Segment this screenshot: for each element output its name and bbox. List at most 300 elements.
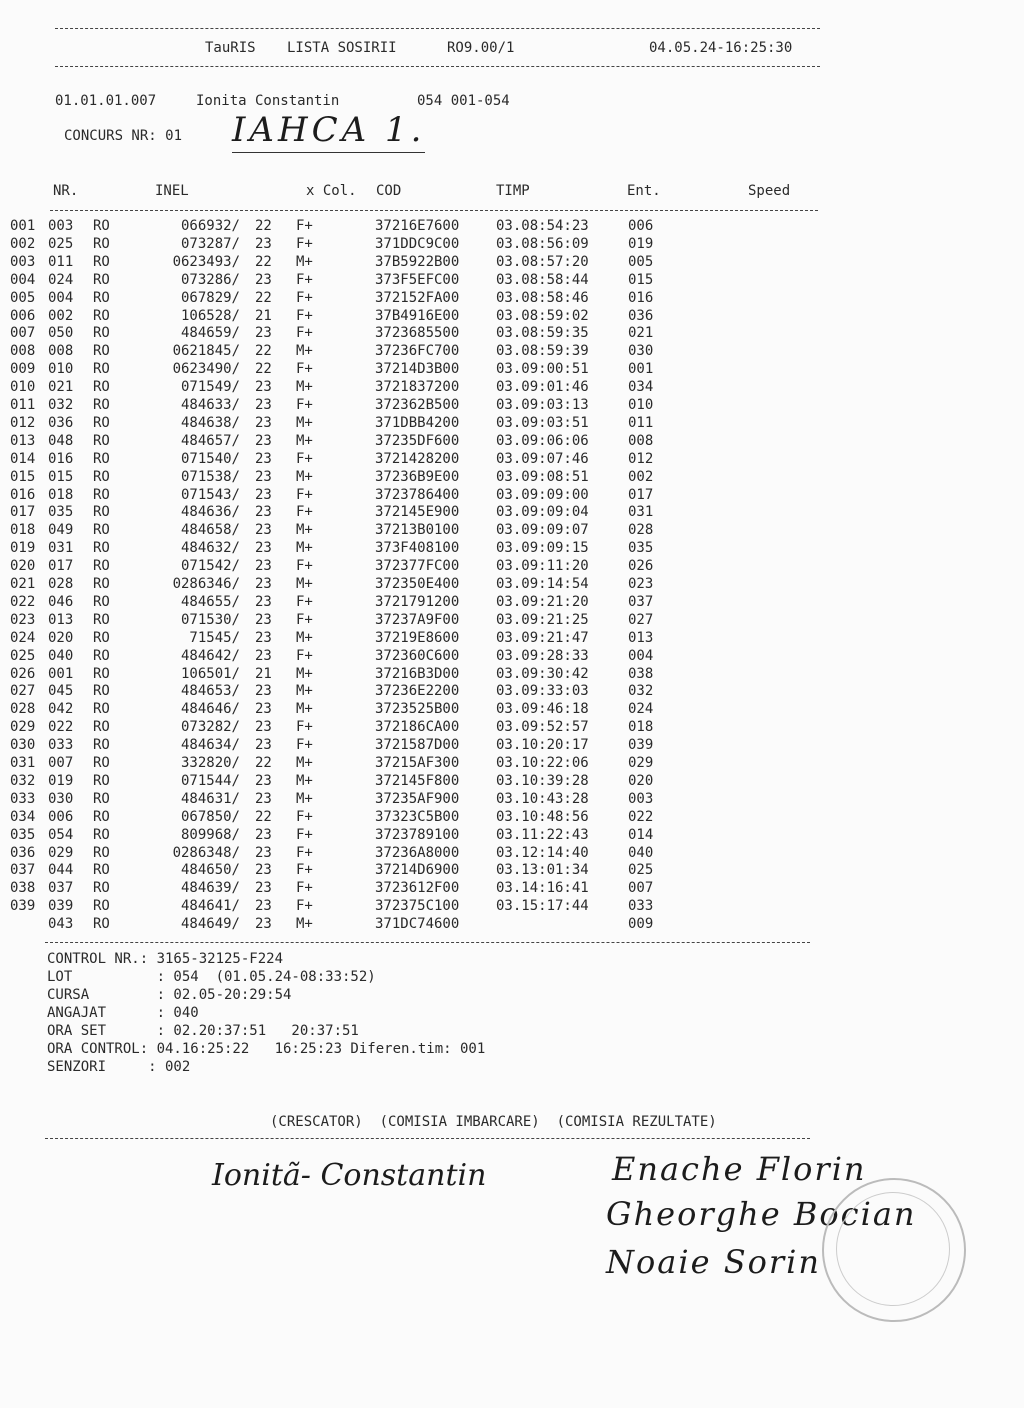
cell-cod: 372362B500 [375,397,460,413]
table-row [0,558,1024,576]
cell-yr: 22 [255,343,272,360]
cell-pos: 003 [10,253,36,270]
table-end-rule [45,942,810,943]
cell-sex: M+ [296,755,313,771]
cell-yr: 23 [255,271,272,288]
cell-sex: F+ [296,289,313,306]
cell-ring: 106501/ [180,665,240,682]
cell-ent: 002 [628,468,654,485]
cell-nr: 010 [48,361,74,378]
cell-cod: 37235AF900 [375,790,460,807]
cell-sex: F+ [296,504,313,521]
col-ent: Ent. [627,183,661,199]
cell-yr: 23 [255,737,272,754]
cell-sex: M+ [296,665,313,682]
cell-ring: 484634/ [180,737,240,754]
cell-ro: RO [93,504,110,521]
cell-time: 03.09:06:06 [496,432,589,449]
cell-cod: 372186CA00 [375,719,460,736]
cell-pos: 029 [10,719,36,736]
cell-ring: 484655/ [180,593,240,610]
cell-sex: M+ [296,683,313,700]
cell-time: 03.09:21:20 [496,593,589,610]
cell-pos: 039 [10,898,36,915]
cell-cod: 37219E8600 [375,629,460,646]
cell-pos: 016 [10,486,36,503]
cell-ring: 071542/ [180,558,240,575]
signature-rule [45,1138,810,1139]
cell-nr: 048 [48,432,74,449]
table-row [0,880,1024,898]
cell-yr: 22 [255,755,272,771]
cell-time: 03.08:54:23 [496,218,589,234]
cell-ring: 484646/ [180,701,240,718]
cell-nr: 043 [48,916,74,933]
cell-ro: RO [93,235,110,252]
cell-pos: 006 [10,307,36,324]
header-title: LISTA SOSIRII [287,40,397,56]
cell-ring: 484642/ [180,647,240,664]
cell-yr: 23 [255,790,272,807]
cell-ro: RO [93,916,110,933]
cell-nr: 008 [48,343,74,360]
cell-yr: 23 [255,647,272,664]
cell-sex: M+ [296,916,313,933]
cell-nr: 018 [48,486,74,503]
cell-yr: 23 [255,719,272,736]
cell-pos: 031 [10,755,36,771]
table-row [0,361,1024,379]
cell-ro: RO [93,414,110,431]
cell-ro: RO [93,862,110,879]
table-row [0,630,1024,648]
owner-code: 01.01.01.007 [55,93,157,109]
cell-ro: RO [93,468,110,485]
top-rule-1 [55,28,820,29]
cell-yr: 23 [255,504,272,521]
cell-sex: F+ [296,397,313,413]
cell-ent: 024 [628,701,654,718]
cell-pos: 022 [10,593,36,610]
cell-ring: 484659/ [180,325,240,342]
cell-ent: 040 [628,844,654,861]
cell-time: 03.09:28:33 [496,647,589,664]
cell-ring: 073287/ [180,235,240,252]
cell-nr: 002 [48,307,74,324]
cell-time: 03.09:21:25 [496,611,589,628]
cell-time: 03.09:09:04 [496,504,589,521]
cell-pos: 034 [10,808,36,825]
table-row [0,701,1024,719]
signature-comisia-2: Gheorghe Bocian [606,1195,917,1233]
cell-ro: RO [93,701,110,718]
cell-ring: 484631/ [180,790,240,807]
angajat: ANGAJAT : 040 [47,1005,199,1021]
col-timp: TIMP [496,183,530,199]
col-col: x Col. [306,183,357,199]
cell-nr: 001 [48,665,74,682]
cell-nr: 031 [48,540,74,557]
cell-nr: 054 [48,826,74,843]
cell-nr: 037 [48,880,74,897]
cell-sex: M+ [296,772,313,789]
cell-nr: 029 [48,844,74,861]
cell-pos: 015 [10,468,36,485]
cell-sex: F+ [296,898,313,915]
table-row [0,379,1024,397]
cell-cod: 372360C600 [375,647,460,664]
cell-yr: 21 [255,307,272,324]
cell-nr: 036 [48,414,74,431]
cell-ring: 071549/ [180,379,240,396]
table-row [0,218,1024,236]
cursa: CURSA : 02.05-20:29:54 [47,987,292,1003]
cell-yr: 23 [255,593,272,610]
cell-cod: 37216B3D00 [375,665,460,682]
cell-yr: 23 [255,629,272,646]
cell-ring: 484639/ [180,880,240,897]
cell-sex: F+ [296,647,313,664]
contest-label: CONCURS NR: 01 [64,128,183,144]
table-row [0,308,1024,326]
cell-nr: 017 [48,558,74,575]
cell-nr: 016 [48,450,74,467]
cell-pos: 030 [10,737,36,754]
table-row [0,719,1024,737]
cell-nr: 020 [48,629,74,646]
cell-yr: 22 [255,218,272,234]
cell-ro: RO [93,898,110,915]
cell-pos: 017 [10,504,36,521]
cell-cod: 3721791200 [375,593,460,610]
cell-yr: 22 [255,361,272,378]
cell-sex: M+ [296,468,313,485]
cell-cod: 372145F800 [375,772,460,789]
cell-cod: 37236B9E00 [375,468,460,485]
cell-ro: RO [93,218,110,234]
cell-yr: 23 [255,486,272,503]
cell-cod: 3723525B00 [375,701,460,718]
cell-yr: 23 [255,558,272,575]
cell-time: 03.10:39:28 [496,772,589,789]
table-row [0,504,1024,522]
cell-sex: F+ [296,826,313,843]
cell-pos: 014 [10,450,36,467]
cell-time: 03.09:09:07 [496,522,589,539]
col-speed: Speed [748,183,791,199]
cell-ent: 016 [628,289,654,306]
signature-crescator: Ionitã- Constantin [212,1158,487,1193]
cell-ro: RO [93,737,110,754]
cell-ro: RO [93,271,110,288]
table-row [0,576,1024,594]
cell-ro: RO [93,611,110,628]
cell-time: 03.09:07:46 [496,450,589,467]
cell-sex: F+ [296,235,313,252]
cell-ro: RO [93,450,110,467]
cell-ent: 033 [628,898,654,915]
table-row [0,272,1024,290]
cell-ro: RO [93,540,110,557]
cell-yr: 23 [255,379,272,396]
cell-ent: 025 [628,862,654,879]
cell-sex: F+ [296,880,313,897]
cell-ro: RO [93,486,110,503]
cell-time: 03.09:11:20 [496,558,589,575]
cell-ro: RO [93,629,110,646]
table-row [0,343,1024,361]
cell-sex: M+ [296,790,313,807]
cell-yr: 23 [255,916,272,933]
cell-cod: 37214D3B00 [375,361,460,378]
cell-nr: 019 [48,772,74,789]
cell-time: 03.09:09:00 [496,486,589,503]
cell-sex: F+ [296,862,313,879]
cell-time: 03.13:01:34 [496,862,589,879]
table-row [0,290,1024,308]
cell-ring: 484657/ [180,432,240,449]
cell-time: 03.09:21:47 [496,629,589,646]
cell-ent: 011 [628,414,654,431]
cell-time: 03.10:20:17 [496,737,589,754]
cell-cod: 37213B0100 [375,522,460,539]
cell-ro: RO [93,772,110,789]
cell-time: 03.09:33:03 [496,683,589,700]
cell-sex: M+ [296,414,313,431]
cell-ring: 067829/ [180,289,240,306]
cell-ro: RO [93,647,110,664]
cell-pos: 024 [10,629,36,646]
cell-pos: 038 [10,880,36,897]
cell-ro: RO [93,289,110,306]
cell-time: 03.09:03:13 [496,397,589,413]
table-row [0,433,1024,451]
cell-pos: 001 [10,218,36,234]
table-row [0,916,1024,934]
cell-cod: 37236FC700 [375,343,460,360]
cell-time: 03.12:14:40 [496,844,589,861]
cell-cod: 371DC74600 [375,916,460,933]
cell-cod: 373F408100 [375,540,460,557]
cell-time: 03.09:30:42 [496,665,589,682]
cell-ro: RO [93,558,110,575]
cell-ent: 021 [628,325,654,342]
table-row [0,522,1024,540]
cell-ent: 005 [628,253,654,270]
cell-ring: 0623493/ [172,253,240,270]
cell-ring: 071530/ [180,611,240,628]
ora-control: ORA CONTROL: 04.16:25:22 16:25:23 Diferen.tim: 001 [47,1041,486,1057]
cell-ro: RO [93,808,110,825]
cell-pos: 028 [10,701,36,718]
stamp-seal [822,1178,966,1322]
cell-nr: 040 [48,647,74,664]
cell-time: 03.15:17:44 [496,898,589,915]
col-inel: INEL [155,183,189,199]
cell-nr: 025 [48,235,74,252]
table-row [0,325,1024,343]
cell-ro: RO [93,576,110,592]
cell-ent: 008 [628,432,654,449]
cell-yr: 23 [255,844,272,861]
cell-sex: F+ [296,844,313,861]
table-row [0,451,1024,469]
cell-ro: RO [93,343,110,360]
cell-yr: 22 [255,808,272,825]
ora-set: ORA SET : 02.20:37:51 20:37:51 [47,1023,359,1039]
cell-pos: 032 [10,772,36,789]
table-row [0,845,1024,863]
cell-ring: 071540/ [180,450,240,467]
cell-ent: 020 [628,772,654,789]
cell-ent: 036 [628,307,654,324]
cell-yr: 23 [255,397,272,413]
cell-ent: 009 [628,916,654,933]
cell-yr: 23 [255,701,272,718]
cell-ent: 013 [628,629,654,646]
cell-ro: RO [93,432,110,449]
cell-ent: 022 [628,808,654,825]
cell-ent: 035 [628,540,654,557]
cell-nr: 011 [48,253,74,270]
cell-cod: 371DDC9C00 [375,235,460,252]
cell-time: 03.08:57:20 [496,253,589,270]
cell-sex: M+ [296,253,313,270]
cell-cod: 37236E2200 [375,683,460,700]
cell-nr: 045 [48,683,74,700]
cell-cod: 37215AF300 [375,755,460,771]
cell-time: 03.09:08:51 [496,468,589,485]
cell-ent: 010 [628,397,654,413]
owner-name: Ionita Constantin [196,93,340,109]
cell-yr: 23 [255,522,272,539]
table-row [0,809,1024,827]
cell-pos: 037 [10,862,36,879]
cell-ro: RO [93,379,110,396]
senzori: SENZORI : 002 [47,1059,191,1075]
cell-cod: 3723786400 [375,486,460,503]
cell-cod: 37214D6900 [375,862,460,879]
cell-ring: 484638/ [180,414,240,431]
cell-pos: 019 [10,540,36,557]
cell-ro: RO [93,755,110,771]
cell-cod: 3723685500 [375,325,460,342]
cell-ro: RO [93,719,110,736]
cell-yr: 23 [255,683,272,700]
cell-yr: 23 [255,432,272,449]
header-version: RO9.00/1 [447,40,515,56]
header-program: TauRIS [205,40,256,56]
cell-time: 03.08:59:02 [496,307,589,324]
cell-sex: F+ [296,808,313,825]
cell-pos: 013 [10,432,36,449]
cell-pos: 005 [10,289,36,306]
cell-sex: M+ [296,432,313,449]
cell-ent: 034 [628,379,654,396]
cell-yr: 21 [255,665,272,682]
cell-pos: 012 [10,414,36,431]
cell-nr: 028 [48,576,74,592]
cell-cod: 37B4916E00 [375,307,460,324]
cell-sex: M+ [296,540,313,557]
cell-ring: 484641/ [180,898,240,915]
cell-ent: 029 [628,755,654,771]
cell-time: 03.08:58:44 [496,271,589,288]
cell-pos: 026 [10,665,36,682]
cell-time: 03.09:01:46 [496,379,589,396]
cell-yr: 22 [255,253,272,270]
cell-time: 03.09:46:18 [496,701,589,718]
cell-nr: 042 [48,701,74,718]
cell-nr: 033 [48,737,74,754]
cell-ent: 023 [628,576,654,592]
cell-nr: 046 [48,593,74,610]
table-row [0,898,1024,916]
cell-yr: 23 [255,235,272,252]
header-rule [50,210,818,211]
cell-yr: 23 [255,414,272,431]
cell-nr: 032 [48,397,74,413]
cell-sex: M+ [296,576,313,592]
cell-sex: F+ [296,218,313,234]
cell-yr: 23 [255,450,272,467]
cell-ring: 0623490/ [172,361,240,378]
cell-pos: 027 [10,683,36,700]
cell-cod: 37216E7600 [375,218,460,234]
table-row [0,540,1024,558]
cell-pos: 020 [10,558,36,575]
cell-ring: 809968/ [180,826,240,843]
cell-time: 03.09:14:54 [496,576,589,592]
cell-nr: 004 [48,289,74,306]
cell-sex: F+ [296,737,313,754]
cell-ring: 067850/ [180,808,240,825]
cell-cod: 372145E900 [375,504,460,521]
cell-nr: 035 [48,504,74,521]
table-row [0,415,1024,433]
cell-nr: 003 [48,218,74,234]
table-row [0,755,1024,773]
signature-labels: (CRESCATOR) (COMISIA IMBARCARE) (COMISIA REZULTATE) [270,1114,717,1130]
cell-sex: F+ [296,325,313,342]
cell-ring: 073282/ [180,719,240,736]
cell-yr: 23 [255,540,272,557]
cell-ro: RO [93,397,110,413]
cell-yr: 23 [255,576,272,592]
cell-pos: 004 [10,271,36,288]
cell-ent: 030 [628,343,654,360]
table-row [0,862,1024,880]
cell-nr: 024 [48,271,74,288]
cell-ent: 038 [628,665,654,682]
cell-pos: 011 [10,397,36,413]
table-row [0,683,1024,701]
cell-ro: RO [93,307,110,324]
cell-time: 03.14:16:41 [496,880,589,897]
cell-ent: 014 [628,826,654,843]
cell-sex: F+ [296,593,313,610]
cell-yr: 23 [255,880,272,897]
cell-sex: F+ [296,361,313,378]
cell-pos: 010 [10,379,36,396]
cell-ent: 037 [628,593,654,610]
signature-comisia-3: Noaie Sorin [606,1243,822,1281]
col-cod: COD [376,183,402,199]
cell-time: 03.09:09:15 [496,540,589,557]
cell-time: 03.09:00:51 [496,361,589,378]
cell-sex: M+ [296,629,313,646]
cell-time: 03.08:59:35 [496,325,589,342]
